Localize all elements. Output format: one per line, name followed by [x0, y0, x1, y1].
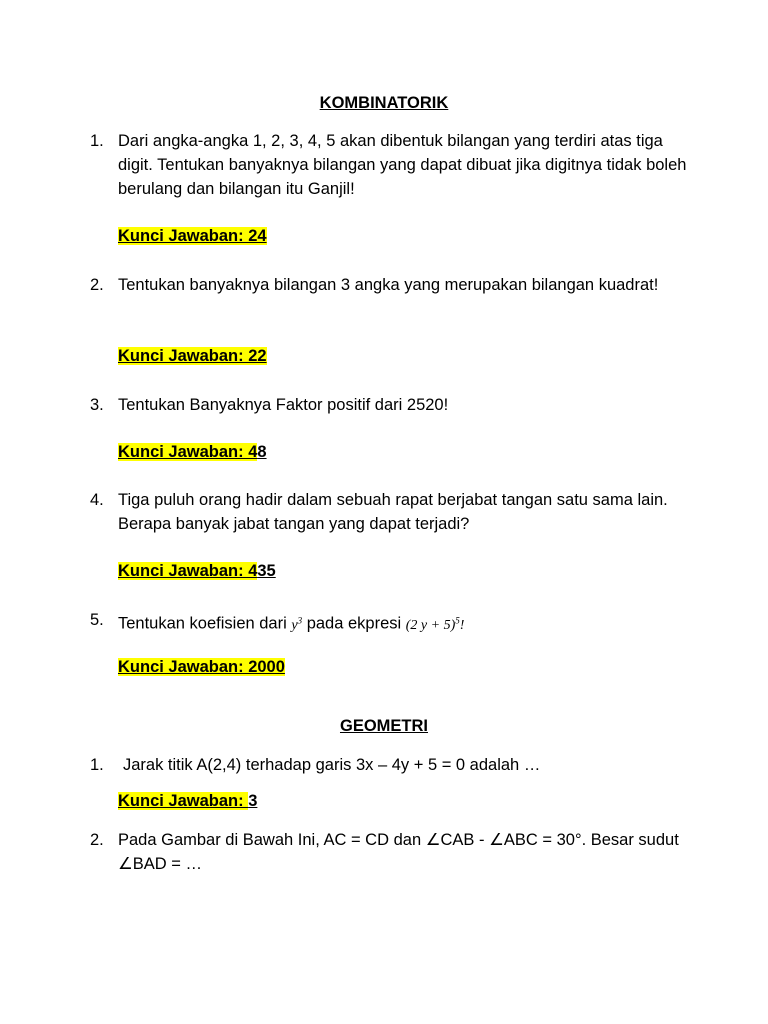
question-text-container [118, 608, 690, 638]
answer-key-highlight: Kunci Jawaban: 22 [118, 347, 267, 365]
answer-key-highlight: Kunci Jawaban: [118, 792, 249, 810]
answer-key-highlight: Kunci Jawaban: 2000 [118, 658, 285, 676]
question-text: Tentukan Banyaknya Faktor positif dari 2520! [118, 396, 449, 414]
question-text: Tentukan koefisien dari [118, 614, 287, 633]
question-number: 3. [90, 396, 104, 414]
question-number: 2. [90, 831, 104, 849]
question-5 [90, 608, 690, 638]
question-text: Dari angka-angka 1, 2, 3, 4, 5 akan dibentuk bilangan yang terdiri atas tiga digit. Tentukan banyaknya bilangan yang dapat dibuat jika digitnya tidak boleh berulang dan bilangan itu Ganjil! [118, 132, 687, 198]
math-expression [405, 615, 465, 633]
math-var: y [291, 617, 298, 633]
answer-key-highlight: Kunci Jawaban: 4 [118, 443, 258, 461]
question-1 [90, 129, 690, 201]
section-title-kombinatorik: KOMBINATORIK [319, 94, 449, 112]
question-text: Pada Gambar di Bawah Ini, AC = CD dan ∠CAB - ∠ABC = 30°. Besar sudut ∠BAD = … [118, 831, 679, 873]
math-exponent: 3 [297, 615, 303, 625]
geometry-answer-key-1 [118, 790, 257, 812]
question-text: Tiga puluh orang hadir dalam sebuah rapat berjabat tangan satu sama lain. Berapa banyak jabat tangan yang dapat terjadi? [118, 491, 668, 533]
question-4 [90, 488, 690, 536]
math-end: ! [459, 617, 465, 633]
answer-key-rest: 8 [257, 443, 267, 461]
answer-key-rest: 3 [248, 792, 258, 810]
question-number: 1. [90, 132, 104, 150]
answer-key-4 [118, 560, 276, 582]
answer-key-highlight: Kunci Jawaban: 24 [118, 227, 267, 245]
answer-key-1 [118, 225, 267, 247]
geometry-question-2 [90, 828, 690, 876]
math-expr: (2 y + 5) [405, 617, 456, 633]
answer-key-rest: 35 [257, 562, 276, 580]
answer-key-3 [118, 441, 267, 463]
section-title-geometri: GEOMETRI [339, 717, 428, 735]
question-number: 1. [90, 756, 104, 774]
geometry-question-1 [90, 753, 690, 777]
math-variable [291, 615, 303, 633]
question-text: Jarak titik A(2,4) terhadap garis 3x – 4y + 5 = 0 adalah … [123, 756, 541, 774]
answer-key-2 [118, 345, 267, 367]
answer-key-highlight: Kunci Jawaban: 4 [118, 562, 258, 580]
question-number: 2. [90, 276, 104, 294]
question-text-middle: pada ekpresi [306, 614, 402, 633]
question-3 [90, 393, 690, 417]
question-text: Tentukan banyaknya bilangan 3 angka yang merupakan bilangan kuadrat! [118, 276, 659, 294]
question-number: 5. [90, 611, 104, 629]
answer-key-5 [118, 656, 285, 678]
question-number: 4. [90, 491, 104, 509]
math-expr-exponent: 5 [455, 615, 460, 625]
question-2 [90, 273, 690, 297]
